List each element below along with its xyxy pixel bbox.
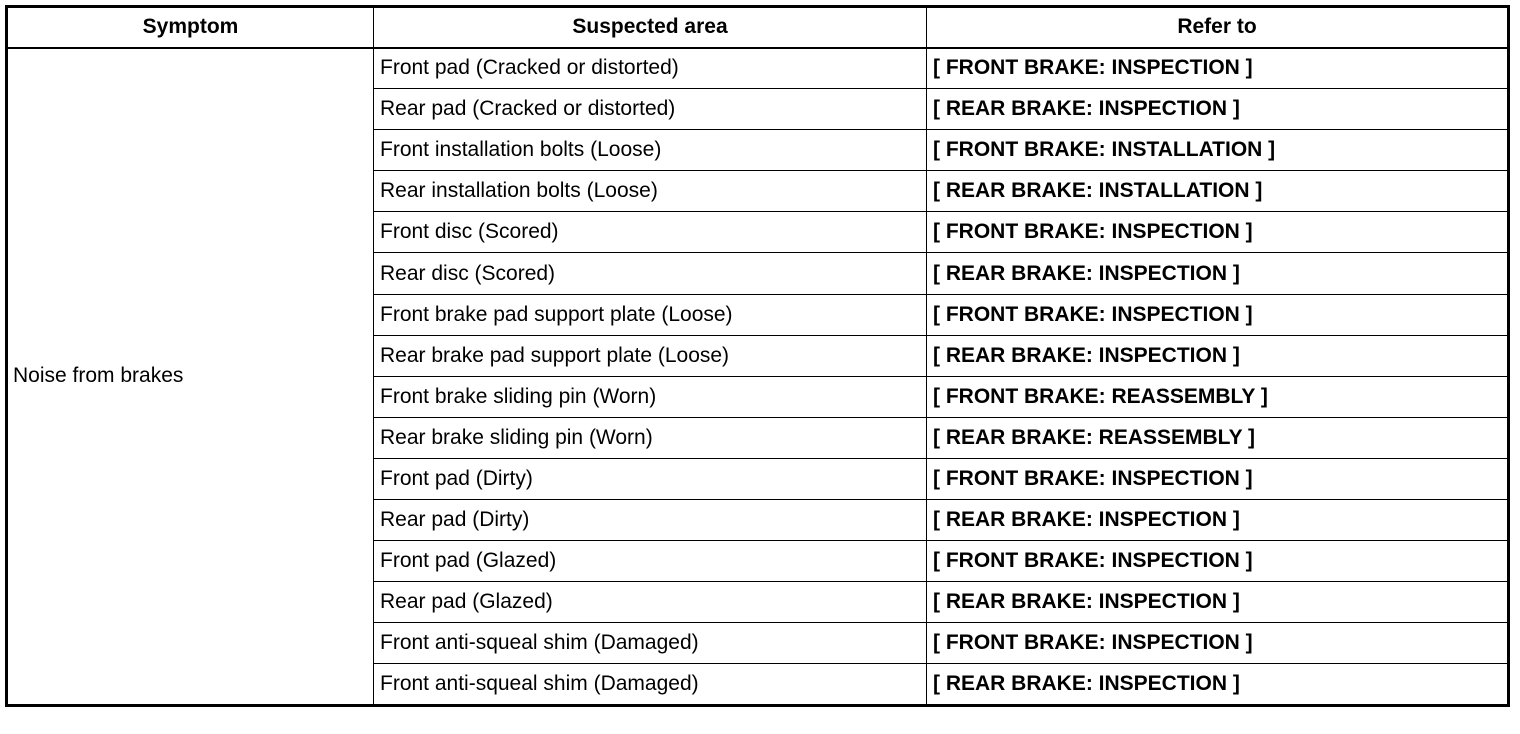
refer-to-link[interactable]: [ FRONT BRAKE: INSTALLATION ] [927,130,1509,171]
refer-to-link[interactable]: [ REAR BRAKE: INSPECTION ] [927,253,1509,294]
troubleshooting-table [5,5,1510,707]
refer-to-link[interactable]: [ REAR BRAKE: REASSEMBLY ] [927,417,1509,458]
suspected-area-cell: Rear brake pad support plate (Loose) [374,335,927,376]
suspected-area-cell: Front pad (Dirty) [374,458,927,499]
header-suspected-area: Suspected area [374,7,927,48]
refer-to-link[interactable]: [ REAR BRAKE: INSPECTION ] [927,582,1509,623]
refer-to-link[interactable]: [ FRONT BRAKE: INSPECTION ] [927,48,1509,89]
suspected-area-cell: Front pad (Cracked or distorted) [374,48,927,89]
suspected-area-cell: Front pad (Glazed) [374,541,927,582]
refer-to-link[interactable]: [ REAR BRAKE: INSPECTION ] [927,500,1509,541]
refer-to-link[interactable]: [ REAR BRAKE: INSPECTION ] [927,664,1509,705]
header-refer-to: Refer to [927,7,1509,48]
suspected-area-cell: Rear brake sliding pin (Worn) [374,417,927,458]
suspected-area-cell: Front installation bolts (Loose) [374,130,927,171]
suspected-area-cell: Front brake pad support plate (Loose) [374,294,927,335]
suspected-area-cell: Front brake sliding pin (Worn) [374,376,927,417]
header-row [7,7,1509,48]
header-symptom: Symptom [7,7,374,48]
suspected-area-cell: Front disc (Scored) [374,212,927,253]
refer-to-link[interactable]: [ FRONT BRAKE: INSPECTION ] [927,458,1509,499]
refer-to-link[interactable]: [ FRONT BRAKE: INSPECTION ] [927,541,1509,582]
refer-to-link[interactable]: [ FRONT BRAKE: REASSEMBLY ] [927,376,1509,417]
table-row [7,48,1509,89]
suspected-area-cell: Rear pad (Dirty) [374,500,927,541]
suspected-area-cell: Rear installation bolts (Loose) [374,171,927,212]
table-body [7,48,1509,706]
suspected-area-cell: Rear pad (Glazed) [374,582,927,623]
refer-to-link[interactable]: [ FRONT BRAKE: INSPECTION ] [927,294,1509,335]
suspected-area-cell: Front anti-squeal shim (Damaged) [374,664,927,705]
refer-to-link[interactable]: [ FRONT BRAKE: INSPECTION ] [927,623,1509,664]
suspected-area-cell: Front anti-squeal shim (Damaged) [374,623,927,664]
refer-to-link[interactable]: [ FRONT BRAKE: INSPECTION ] [927,212,1509,253]
refer-to-link[interactable]: [ REAR BRAKE: INSPECTION ] [927,335,1509,376]
refer-to-link[interactable]: [ REAR BRAKE: INSTALLATION ] [927,171,1509,212]
suspected-area-cell: Rear disc (Scored) [374,253,927,294]
suspected-area-cell: Rear pad (Cracked or distorted) [374,89,927,130]
symptom-cell: Noise from brakes [7,48,374,706]
refer-to-link[interactable]: [ REAR BRAKE: INSPECTION ] [927,89,1509,130]
